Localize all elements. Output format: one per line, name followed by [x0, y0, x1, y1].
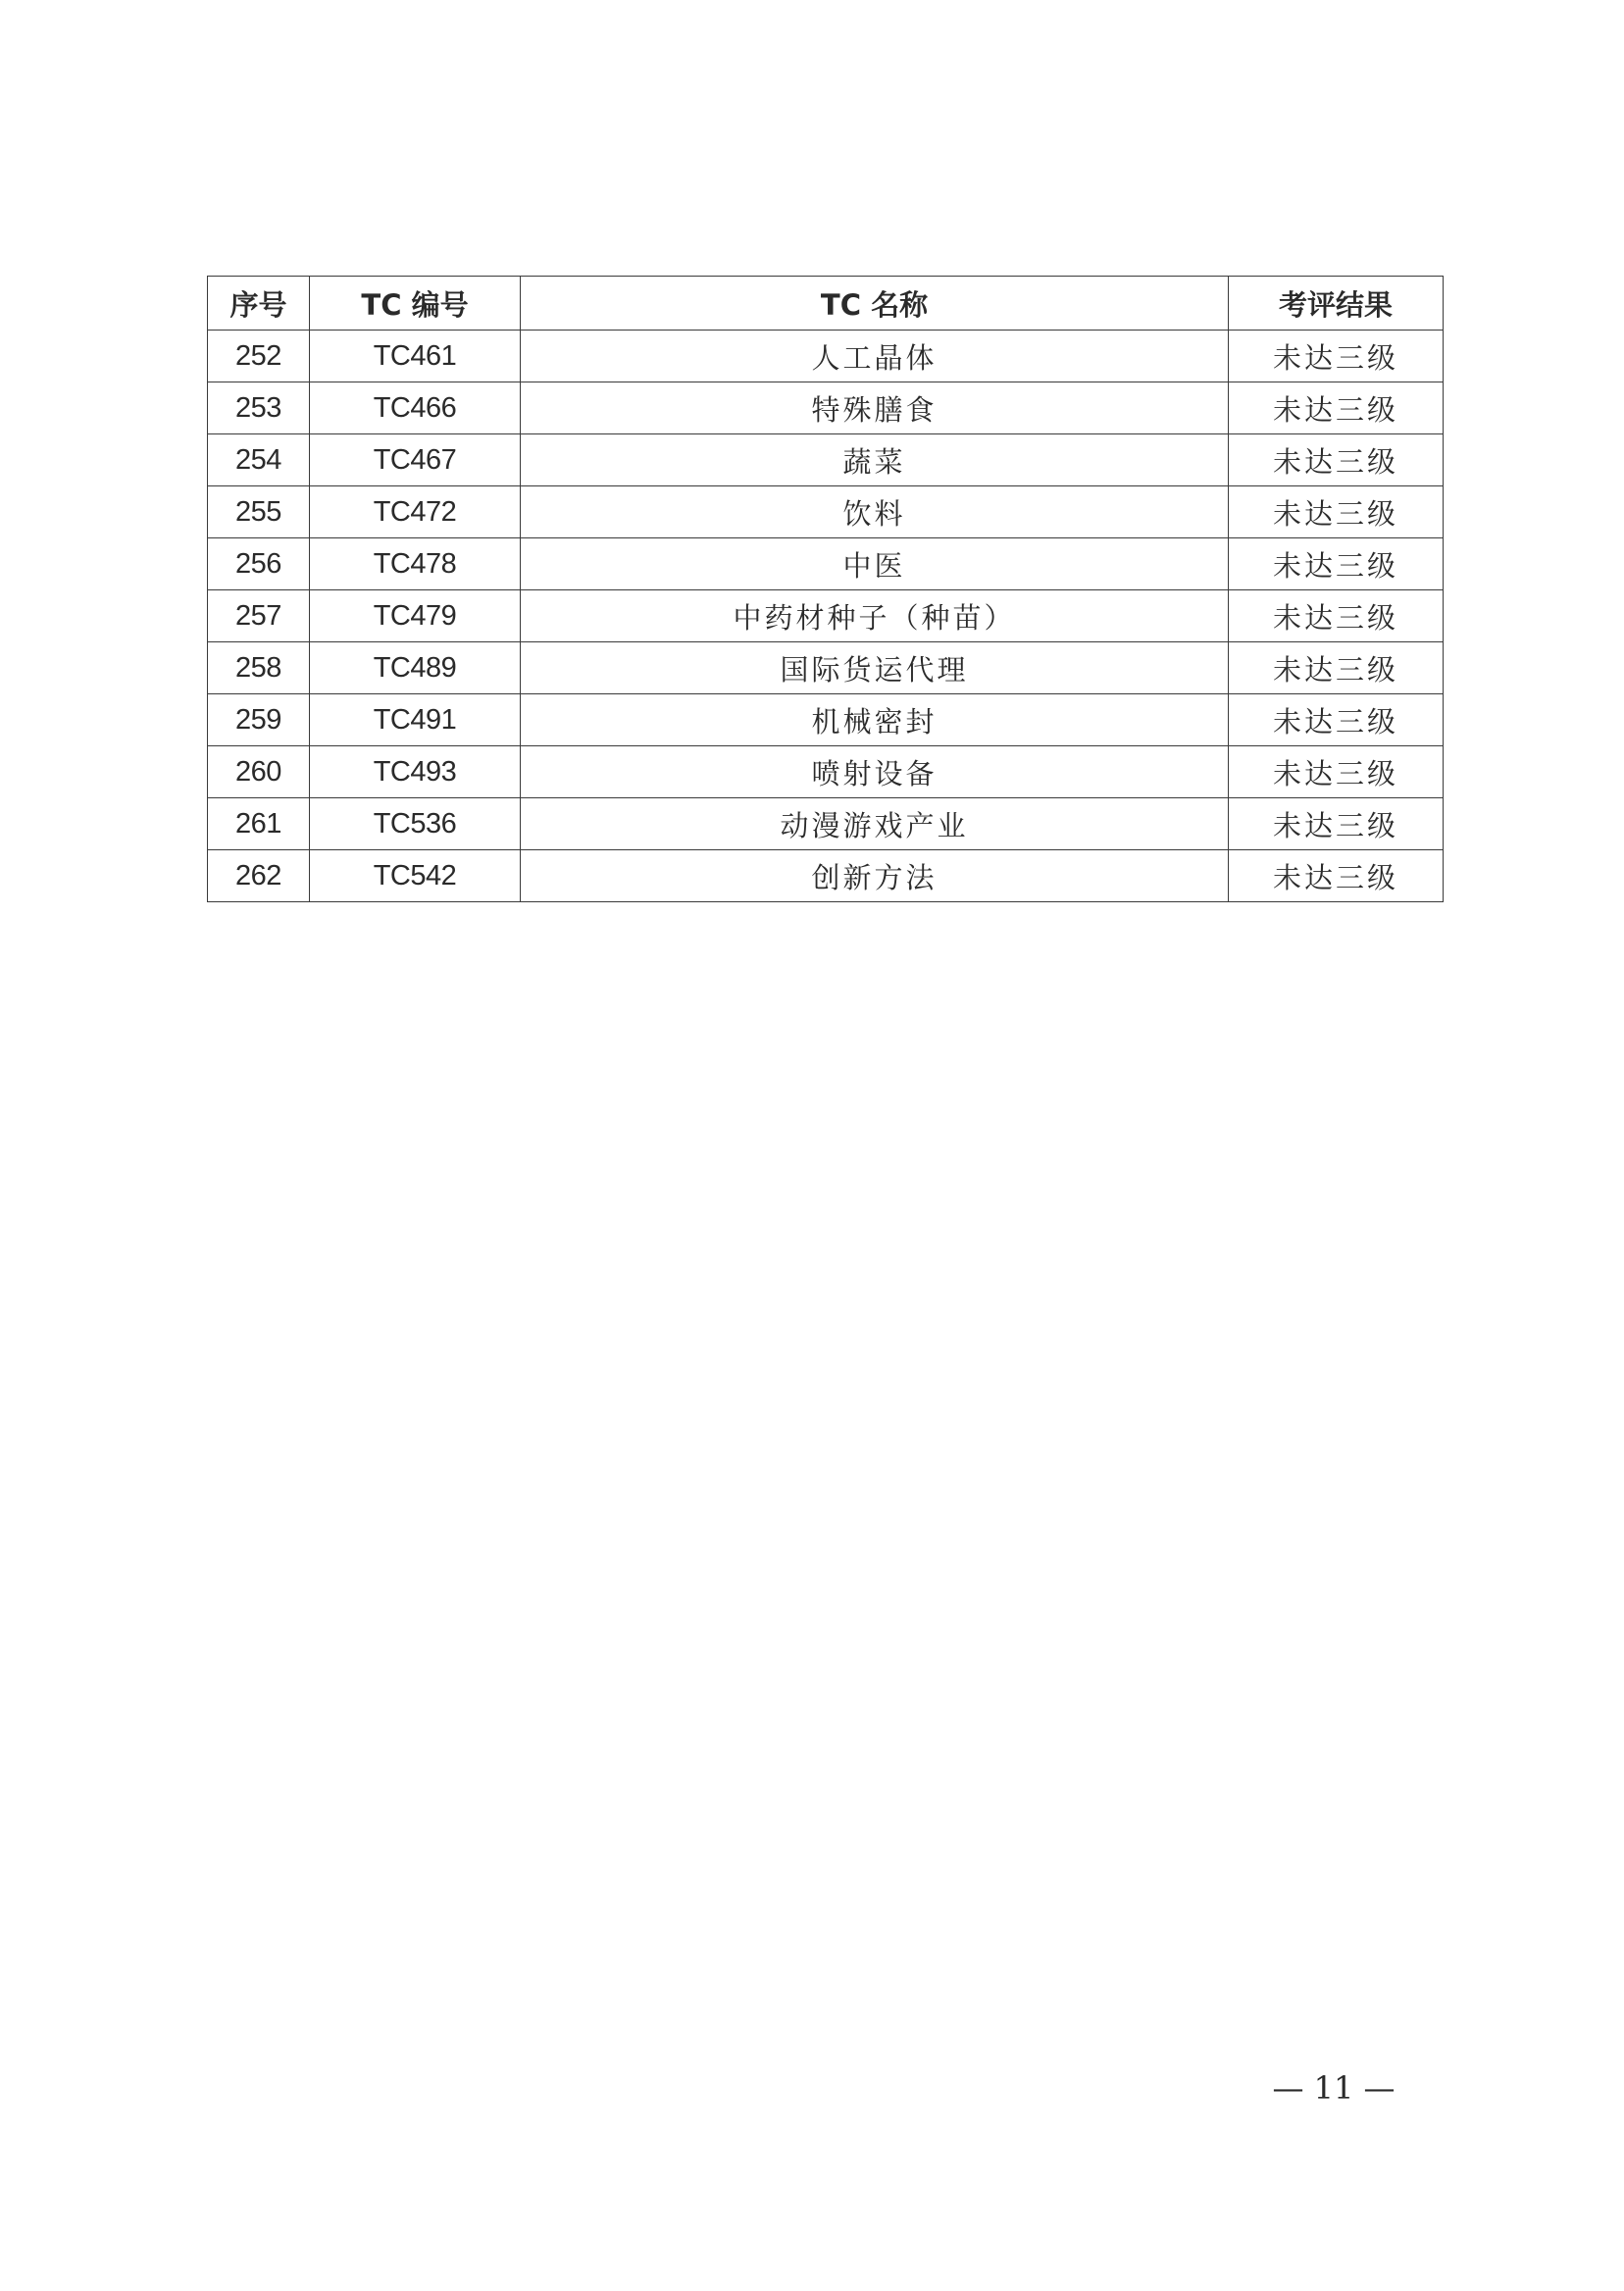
- table-row: [208, 694, 1444, 746]
- cell-tc-code: TC489: [310, 642, 521, 694]
- cell-tc-name: 动漫游戏产业: [521, 798, 1229, 850]
- table-row: [208, 538, 1444, 590]
- cell-tc-name: 中药材种子（种苗）: [521, 590, 1229, 642]
- cell-seq: 258: [208, 642, 310, 694]
- cell-result: 未达三级: [1229, 331, 1444, 382]
- cell-tc-code: TC479: [310, 590, 521, 642]
- header-code: TC 编号: [310, 277, 521, 331]
- header-name: TC 名称: [521, 277, 1229, 331]
- cell-tc-code: TC466: [310, 382, 521, 434]
- cell-seq: 262: [208, 850, 310, 902]
- cell-result: 未达三级: [1229, 382, 1444, 434]
- cell-result: 未达三级: [1229, 694, 1444, 746]
- header-result: 考评结果: [1229, 277, 1444, 331]
- cell-seq: 259: [208, 694, 310, 746]
- cell-seq: 260: [208, 746, 310, 798]
- cell-tc-code: TC461: [310, 331, 521, 382]
- cell-seq: 257: [208, 590, 310, 642]
- page-number: — 11 —: [1272, 2069, 1396, 2107]
- cell-tc-name: 机械密封: [521, 694, 1229, 746]
- cell-seq: 255: [208, 486, 310, 538]
- cell-tc-code: TC467: [310, 434, 521, 486]
- table-row: [208, 382, 1444, 434]
- cell-tc-name: 蔬菜: [521, 434, 1229, 486]
- table-row: [208, 590, 1444, 642]
- header-seq: 序号: [208, 277, 310, 331]
- cell-tc-name: 国际货运代理: [521, 642, 1229, 694]
- table-row: [208, 746, 1444, 798]
- cell-seq: 254: [208, 434, 310, 486]
- table-row: [208, 798, 1444, 850]
- table-row: [208, 642, 1444, 694]
- cell-result: 未达三级: [1229, 746, 1444, 798]
- cell-result: 未达三级: [1229, 850, 1444, 902]
- cell-seq: 261: [208, 798, 310, 850]
- cell-seq: 256: [208, 538, 310, 590]
- table-row: [208, 331, 1444, 382]
- cell-tc-name: 喷射设备: [521, 746, 1229, 798]
- table-row: [208, 850, 1444, 902]
- cell-result: 未达三级: [1229, 798, 1444, 850]
- table-row: [208, 434, 1444, 486]
- tc-evaluation-table: [207, 276, 1444, 902]
- header-row: [208, 277, 1444, 331]
- cell-seq: 252: [208, 331, 310, 382]
- cell-result: 未达三级: [1229, 642, 1444, 694]
- cell-tc-name: 中医: [521, 538, 1229, 590]
- cell-tc-name: 创新方法: [521, 850, 1229, 902]
- cell-tc-code: TC472: [310, 486, 521, 538]
- cell-tc-code: TC491: [310, 694, 521, 746]
- cell-tc-code: TC542: [310, 850, 521, 902]
- cell-tc-code: TC536: [310, 798, 521, 850]
- cell-tc-name: 饮料: [521, 486, 1229, 538]
- table-row: [208, 486, 1444, 538]
- cell-tc-code: TC478: [310, 538, 521, 590]
- cell-tc-name: 特殊膳食: [521, 382, 1229, 434]
- cell-tc-code: TC493: [310, 746, 521, 798]
- cell-result: 未达三级: [1229, 538, 1444, 590]
- cell-result: 未达三级: [1229, 590, 1444, 642]
- cell-result: 未达三级: [1229, 434, 1444, 486]
- cell-tc-name: 人工晶体: [521, 331, 1229, 382]
- table-header: [208, 277, 1444, 331]
- cell-seq: 253: [208, 382, 310, 434]
- table-body: [208, 331, 1444, 902]
- cell-result: 未达三级: [1229, 486, 1444, 538]
